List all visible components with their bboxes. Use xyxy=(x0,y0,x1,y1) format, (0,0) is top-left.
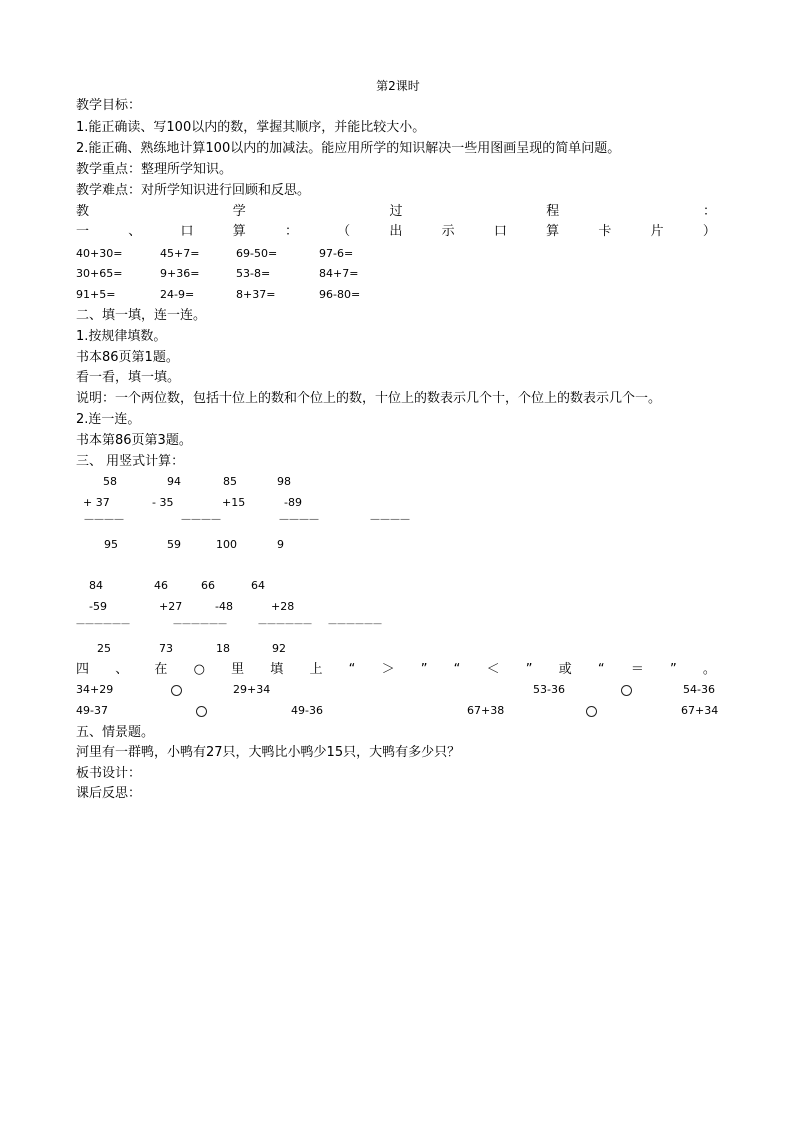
compare-expr: 49-37 xyxy=(76,704,108,717)
oral-expr: 40+30= xyxy=(76,247,123,260)
section1-heading-char: ） xyxy=(702,224,716,239)
vertical-answer: 9 xyxy=(277,538,284,551)
compare-expr: 67+34 xyxy=(681,704,719,717)
compare-expr: 53-36 xyxy=(533,683,565,696)
key-point: 教学重点：整理所学知识。 xyxy=(76,162,233,177)
section1-heading-char: 、 xyxy=(128,224,142,239)
section4-heading-char: “ xyxy=(453,662,461,677)
vertical-op: +27 xyxy=(159,600,183,613)
section1-heading-char: 算 xyxy=(546,224,560,239)
vertical-op: +15 xyxy=(222,496,246,509)
section4-heading-char: 或 xyxy=(558,662,572,677)
section4-heading-char: “ xyxy=(348,662,356,677)
section5-heading: 五、情景题。 xyxy=(76,725,155,740)
section3-heading: 三、 用竖式计算： xyxy=(76,454,185,469)
vertical-top: 58 xyxy=(103,475,117,488)
vertical-top: 46 xyxy=(154,579,168,592)
process-heading-char: 教 xyxy=(76,204,90,219)
vertical-op: -59 xyxy=(89,600,107,613)
process-heading-char: 程 xyxy=(546,204,560,219)
oral-expr: 96-80= xyxy=(319,288,361,301)
s2-explain: 说明：一个两位数，包括十位上的数和个位上的数，十位上的数表示几个十，个位上的数表示几个一。 xyxy=(76,391,662,406)
section4-heading-char: ○ xyxy=(193,662,205,677)
section1-heading-char: 口 xyxy=(180,224,194,239)
section1-heading-char: 一 xyxy=(76,224,90,239)
section4-heading-char: 上 xyxy=(309,662,323,677)
s2-item2: 2.连一连。 xyxy=(76,412,141,427)
vertical-top: 85 xyxy=(223,475,237,488)
compare-expr: 54-36 xyxy=(683,683,715,696)
compare-circle[interactable] xyxy=(171,685,182,696)
section4-heading-char: 、 xyxy=(115,662,129,677)
section1-heading-char: 出 xyxy=(389,224,403,239)
compare-circle[interactable] xyxy=(586,706,597,717)
compare-expr: 67+38 xyxy=(467,704,505,717)
section4-heading-char: ＜ xyxy=(486,662,500,677)
vertical-top: 98 xyxy=(277,475,291,488)
section1-heading-char: （ xyxy=(337,224,351,239)
lesson-plan-page xyxy=(76,0,720,1123)
section4-heading-char: ” xyxy=(420,662,428,677)
oral-expr: 30+65= xyxy=(76,267,123,280)
story-problem: 河里有一群鸭，小鸭有27只，大鸭比小鸭少15只，大鸭有多少只？ xyxy=(76,745,461,760)
compare-expr: 49-36 xyxy=(291,704,323,717)
vertical-op: -89 xyxy=(284,496,302,509)
vertical-rule: —————— xyxy=(76,619,130,629)
section4-heading xyxy=(76,662,716,678)
section4-heading-char: 里 xyxy=(231,662,245,677)
section4-heading-char: 四 xyxy=(76,662,90,677)
goal-1: 1.能正确读、写100以内的数，掌握其顺序，并能比较大小。 xyxy=(76,120,426,135)
vertical-rule: ———— xyxy=(181,514,221,525)
process-heading-char: 学 xyxy=(232,204,246,219)
vertical-rule: —————— xyxy=(173,619,227,629)
section1-heading xyxy=(76,224,716,240)
section1-heading-char: ： xyxy=(284,224,298,239)
vertical-rule: —————— xyxy=(328,619,382,629)
section4-heading-char: 在 xyxy=(154,662,168,677)
oral-expr: 45+7= xyxy=(160,247,200,260)
section4-heading-char: 填 xyxy=(270,662,284,677)
section4-heading-char: “ xyxy=(597,662,605,677)
compare-expr: 34+29 xyxy=(76,683,114,696)
section1-heading-char: 算 xyxy=(232,224,246,239)
oral-expr: 53-8= xyxy=(236,267,271,280)
goal-2: 2.能正确、熟练地计算100以内的加减法。能应用所学的知识解决一些用图画呈现的简单问题。 xyxy=(76,141,621,156)
section2-heading: 二、填一填，连一连。 xyxy=(76,308,207,323)
section4-heading-char: 。 xyxy=(702,662,716,677)
section1-heading-char: 示 xyxy=(441,224,455,239)
oral-expr: 91+5= xyxy=(76,288,116,301)
vertical-answer: 18 xyxy=(216,642,230,655)
oral-expr: 97-6= xyxy=(319,247,354,260)
process-heading-char: 过 xyxy=(389,204,403,219)
s2-item1: 1.按规律填数。 xyxy=(76,329,167,344)
vertical-op: +28 xyxy=(271,600,295,613)
section1-heading-char: 卡 xyxy=(598,224,612,239)
section4-heading-char: ＞ xyxy=(381,662,395,677)
section4-heading-char: ＝ xyxy=(630,662,644,677)
oral-expr: 8+37= xyxy=(236,288,276,301)
vertical-rule: ———— xyxy=(279,514,319,525)
vertical-rule: ———— xyxy=(370,514,410,525)
vertical-op: -48 xyxy=(215,600,233,613)
vertical-top: 66 xyxy=(201,579,215,592)
oral-expr: 84+7= xyxy=(319,267,359,280)
compare-circle[interactable] xyxy=(621,685,632,696)
oral-expr: 24-9= xyxy=(160,288,195,301)
oral-expr: 69-50= xyxy=(236,247,278,260)
difficulty: 教学难点：对所学知识进行回顾和反思。 xyxy=(76,183,311,198)
reflection: 课后反思： xyxy=(76,786,142,801)
process-heading xyxy=(76,204,716,220)
compare-expr: 29+34 xyxy=(233,683,271,696)
oral-expr: 9+36= xyxy=(160,267,200,280)
vertical-op: + 37 xyxy=(83,496,110,509)
board-design: 板书设计： xyxy=(76,766,142,781)
vertical-answer: 95 xyxy=(104,538,118,551)
section1-heading-char: 口 xyxy=(493,224,507,239)
section4-heading-char: ” xyxy=(670,662,677,677)
goals-heading: 教学目标： xyxy=(76,98,142,113)
vertical-op: - 35 xyxy=(152,496,174,509)
section1-heading-char: 片 xyxy=(650,224,664,239)
compare-circle[interactable] xyxy=(196,706,207,717)
page-title: 第2课时 xyxy=(376,79,420,93)
vertical-answer: 59 xyxy=(167,538,181,551)
vertical-top: 94 xyxy=(167,475,181,488)
section4-heading-char: ” xyxy=(525,662,533,677)
vertical-top: 64 xyxy=(251,579,265,592)
vertical-answer: 73 xyxy=(159,642,173,655)
s2-look: 看一看，填一填。 xyxy=(76,370,181,385)
vertical-answer: 25 xyxy=(97,642,111,655)
vertical-answer: 92 xyxy=(272,642,286,655)
vertical-top: 84 xyxy=(89,579,103,592)
vertical-answer: 100 xyxy=(216,538,237,551)
vertical-rule: ———— xyxy=(84,514,124,525)
s2-book1: 书本86页第1题。 xyxy=(76,350,179,365)
vertical-rule: —————— xyxy=(258,619,312,629)
process-heading-char: ： xyxy=(702,204,716,219)
s2-book2: 书本第86页第3题。 xyxy=(76,433,192,448)
